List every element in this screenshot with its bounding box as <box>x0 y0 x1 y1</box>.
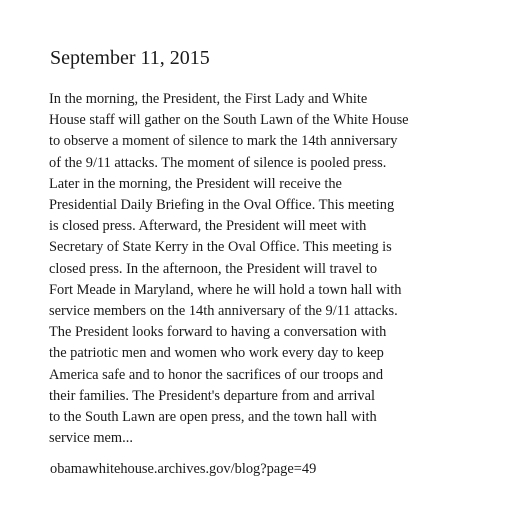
body-line: of the 9/11 attacks. The moment of silence is pooled press. <box>49 154 387 171</box>
body-line: In the morning, the President, the First Lady and White <box>49 91 368 107</box>
body-line: service mem... <box>49 430 133 447</box>
body-line: Fort Meade in Maryland, where he will hold a town hall with <box>49 281 402 298</box>
body-line: service members on the 14th anniversary of the 9/11 attacks. <box>49 303 398 320</box>
body-line: to the South Lawn are open press, and the town hall with <box>49 409 377 426</box>
body-line: the patriotic men and women who work every day to keep <box>49 345 384 362</box>
source-url: obamawhitehouse.archives.gov/blog?page=49 <box>50 461 317 477</box>
body-line: closed press. In the afternoon, the President will travel to <box>49 260 378 277</box>
post-date: September 11, 2015 <box>50 47 210 69</box>
body-line: Later in the morning, the President will receive the <box>49 175 342 192</box>
body-line: Presidential Daily Briefing in the Oval Office. This meeting <box>49 197 395 214</box>
body-line: The President looks forward to having a conversation with <box>49 324 387 341</box>
post-body <box>49 89 489 449</box>
body-line: House staff will gather on the South Lawn of the White House <box>49 112 409 129</box>
body-line: Secretary of State Kerry in the Oval Office. This meeting is <box>49 239 392 256</box>
body-line: America safe and to honor the sacrifices of our troops and <box>49 366 384 383</box>
body-line: to observe a moment of silence to mark the 14th anniversary <box>49 133 398 150</box>
body-line: their families. The President's departure from and arrival <box>49 387 376 404</box>
body-line: is closed press. Afterward, the President will meet with <box>49 218 367 235</box>
